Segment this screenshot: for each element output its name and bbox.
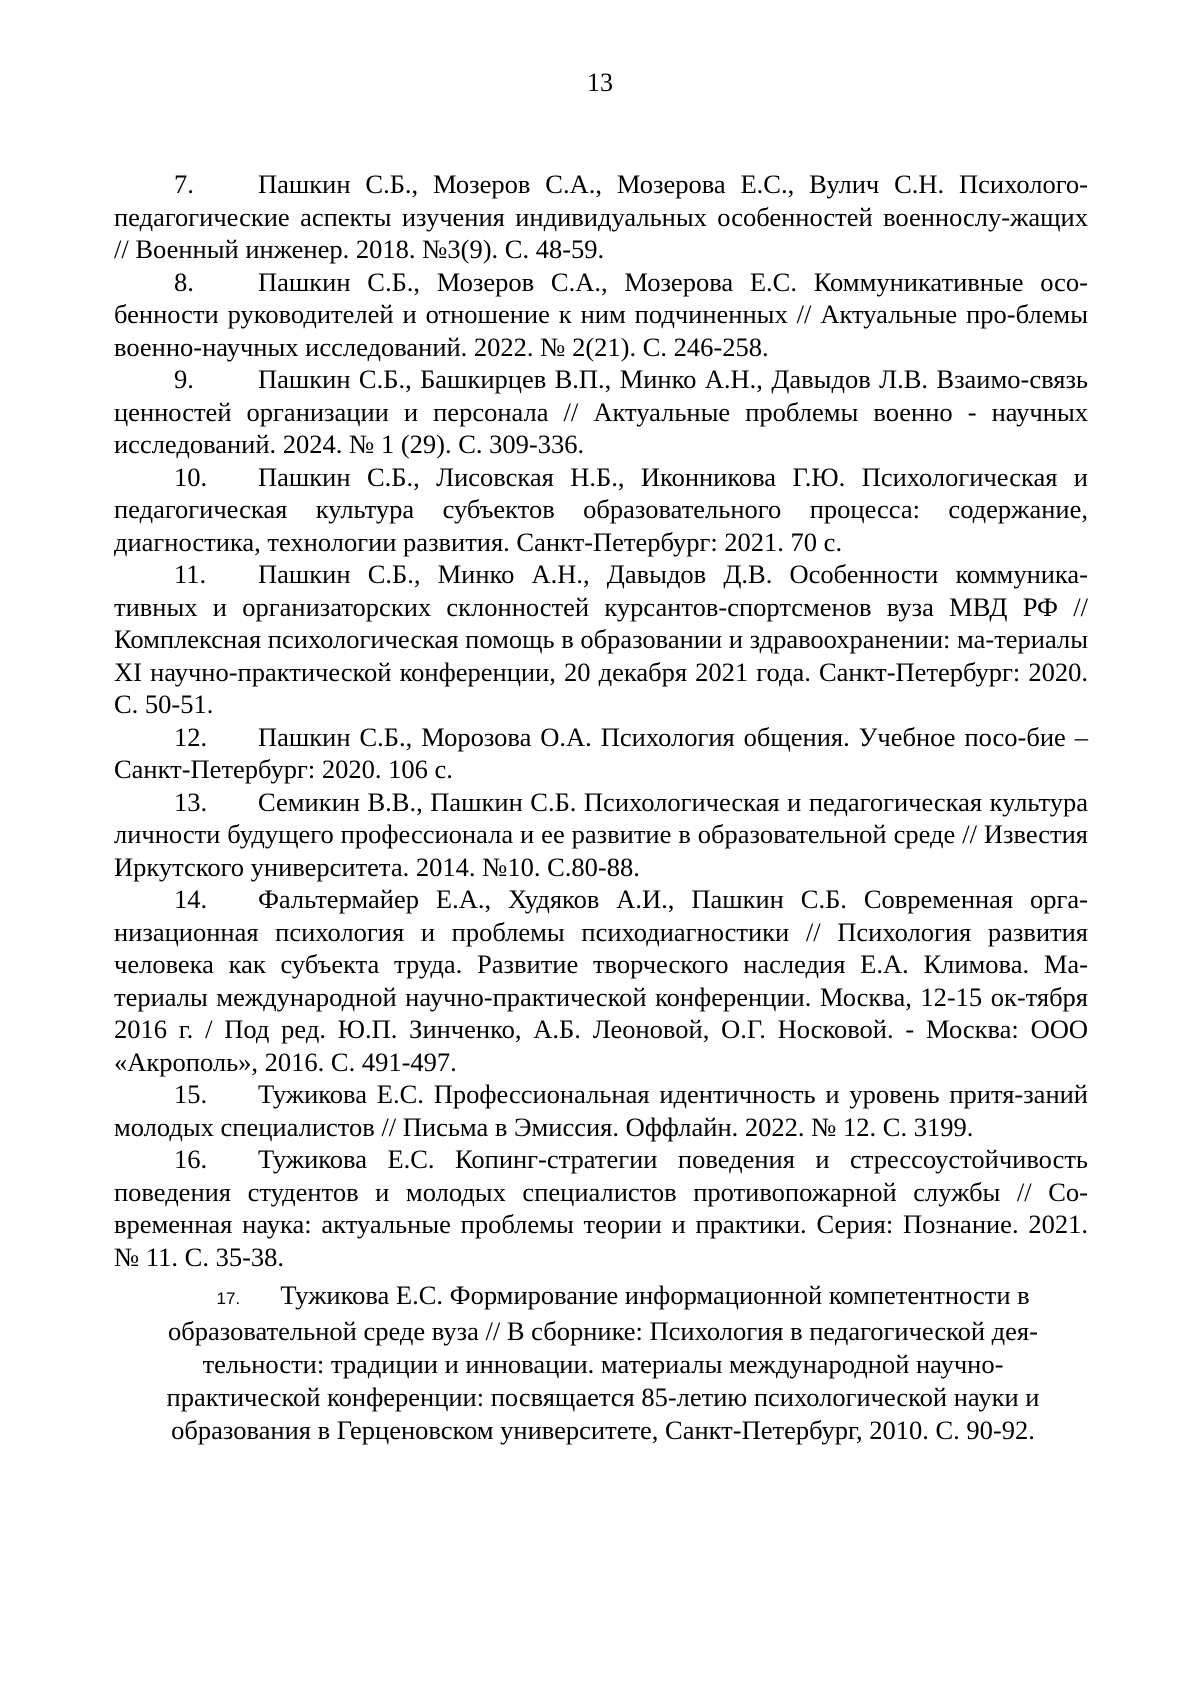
reference-number: 8. bbox=[174, 266, 194, 297]
reference-item bbox=[114, 558, 1088, 721]
reference-number: 16. bbox=[174, 1144, 208, 1174]
reference-text: Пашкин С.Б., Башкирцев В.П., Минко А.Н., Давыдов Л.В. Взаимо-связь ценностей организации и персонала // Актуальные проблемы военно - научных исследований. 2024. № 1 (29). С. 309-336. bbox=[114, 364, 1088, 459]
reference-number: 10. bbox=[174, 461, 208, 492]
reference-text: Пашкин С.Б., Мозеров С.А., Мозерова Е.С. Коммуникативные осо-бенности руководителей и отношение к ним подчиненных // Актуальные про-блемы военно-научных исследований. 2022. № 2(21). С. 246-258. bbox=[114, 266, 1088, 362]
reference-text: Тужикова Е.С. Профессиональная идентичность и уровень притя-заний молодых специалистов // Письма в Эмиссия. Оффлайн. 2022. № 12. С. 3199. bbox=[114, 1079, 1088, 1142]
reference-text: Пашкин С.Б., Минко А.Н., Давыдов Д.В. Особенности коммуника-тивных и организаторских склонностей курсантов-спортсменов вуза МВД РФ // Комплексная психологическая помощь в образовании и здравоохранении: ма-териалы XI научно-практической конференции, 20 декабря 2021 года. Санкт-Петербург: 2020. С. 50-51. bbox=[114, 559, 1088, 719]
page-number: 13 bbox=[587, 68, 613, 97]
reference-text: Тужикова Е.С. Формирование информационной компетентности в образовательной среде вуза // В сборнике: Психология в педагогической дея-тельности: традиции и инновации. материалы международной научно-практической конференции: посвящается 85-летию психологической науки и образования в Герценовском университете, Санкт-Петербург, 2010. С. 90-92. bbox=[166, 1280, 1040, 1445]
reference-number: 17. bbox=[216, 1289, 241, 1308]
reference-list bbox=[114, 168, 1088, 1447]
reference-text: Семикин В.В., Пашкин С.Б. Психологическая и педагогическая культура личности будущего профессионала и ее развитие в образовательной среде // Известия Иркутского университета. 2014. №10. С.80-88. bbox=[114, 786, 1088, 882]
reference-item bbox=[114, 1143, 1088, 1273]
reference-number: 7. bbox=[174, 169, 194, 199]
reference-number: 9. bbox=[174, 364, 194, 394]
reference-text: Тужикова Е.С. Копинг-стратегии поведения и стрессоустойчивость поведения студентов и молодых специалистов противопожарной службы // Со-временная наука: актуальные проблемы теории и практики. Серия: Познание. 2021. № 11. С. 35-38. bbox=[114, 1144, 1088, 1272]
reference-item-last bbox=[114, 1279, 1088, 1447]
reference-number: 12. bbox=[174, 721, 208, 752]
reference-item bbox=[114, 1078, 1088, 1143]
reference-number: 14. bbox=[174, 884, 208, 914]
reference-item bbox=[114, 721, 1088, 786]
reference-text: Пашкин С.Б., Мозеров С.А., Мозерова Е.С., Вулич С.Н. Психолого-педагогические аспекты изучения индивидуальных особенностей военнослу-жащих // Военный инженер. 2018. №3(9). С. 48-59. bbox=[114, 169, 1088, 264]
reference-text: Фальтермайер Е.А., Худяков А.И., Пашкин С.Б. Современная орга-низационная психология и проблемы психодиагностики // Психология развития человека как субъекта труда. Развитие творческого наследия Е.А. Климова. Ма-териалы международной научно-практической конференции. Москва, 12-15 ок-тября 2016 г. / Под ред. Ю.П. Зинченко, А.Б. Леоновой, О.Г. Носковой. - Москва: ООО «Акрополь», 2016. С. 491-497. bbox=[114, 884, 1088, 1077]
reference-item bbox=[114, 363, 1088, 461]
reference-text: Пашкин С.Б., Морозова О.А. Психология общения. Учебное посо-бие – Санкт-Петербург: 2020. 106 с. bbox=[114, 721, 1088, 784]
reference-item bbox=[114, 266, 1088, 364]
reference-item bbox=[114, 461, 1088, 559]
reference-text: Пашкин С.Б., Лисовская Н.Б., Иконникова Г.Ю. Психологическая и педагогическая культура субъектов образовательного процесса: содержание, диагностика, технологии развития. Санкт-Петербург: 2021. 70 с. bbox=[114, 461, 1088, 557]
reference-item bbox=[114, 786, 1088, 884]
reference-number: 11. bbox=[174, 559, 207, 589]
reference-item bbox=[114, 168, 1088, 266]
reference-item bbox=[114, 883, 1088, 1078]
reference-number: 13. bbox=[174, 786, 208, 817]
reference-number: 15. bbox=[174, 1079, 208, 1109]
